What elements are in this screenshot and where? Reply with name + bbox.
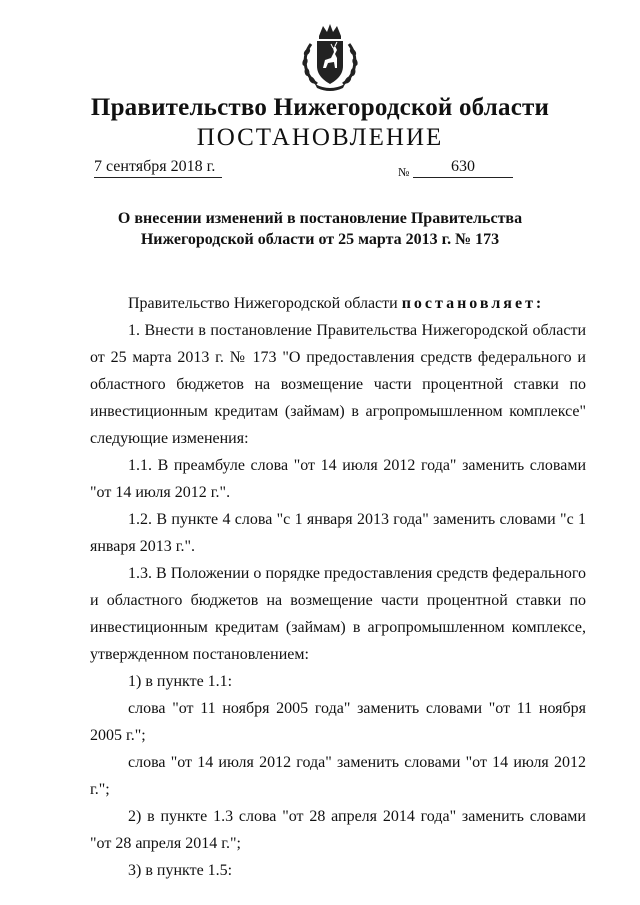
document-subject <box>0 208 640 250</box>
document-number: 630 <box>413 158 513 178</box>
intro-paragraph <box>90 290 586 317</box>
paragraph-1-3: 1.3. В Положении о порядке предоставления средств федерального и областного бюджетов на возмещение части процентной ставки по инвестиционным кредитам (займам) в агропромышленном комплексе, утвержденном постановлением: <box>90 565 586 663</box>
decree-verb: постановляет: <box>401 295 545 312</box>
subitem-1-a: слова "от 11 ноября 2005 года" заменить словами "от 11 ноября 2005 г."; <box>90 700 586 744</box>
subject-line-1: О внесении изменений в постановление Правительства <box>117 210 523 227</box>
coat-of-arms-icon <box>297 22 363 92</box>
intro-text: Правительство Нижегородской области <box>128 295 398 312</box>
subject-line-2: Нижегородской области от 25 марта 2013 г. № 173 <box>140 231 500 248</box>
number-sign: № <box>398 165 410 179</box>
subitem-1-b: слова "от 14 июля 2012 года" заменить словами "от 14 июля 2012 г."; <box>90 754 586 798</box>
document-date: 7 сентября 2018 г. <box>94 158 222 178</box>
subitem-2: 2) в пункте 1.3 слова "от 28 апреля 2014 года" заменить словами "от 28 апреля 2014 г."; <box>90 808 586 852</box>
government-name: Правительство Нижегородской области <box>90 94 550 121</box>
document-body <box>90 290 586 884</box>
paragraph-1-2: 1.2. В пункте 4 слова "с 1 января 2013 года" заменить словами "с 1 января 2013 г.". <box>90 511 586 555</box>
document-type: ПОСТАНОВЛЕНИЕ <box>196 124 444 151</box>
subitem-3: 3) в пункте 1.5: <box>128 862 233 879</box>
subitem-1: 1) в пункте 1.1: <box>128 673 233 690</box>
paragraph-1-1: 1.1. В преамбуле слова "от 14 июля 2012 года" заменить словами "от 14 июля 2012 г.". <box>90 457 586 501</box>
paragraph-1: 1. Внести в постановление Правительства Нижегородской области от 25 марта 2013 г. № 173 "О предоставления средств федерального и областного бюджетов на возмещение части процентной ставки по инвестиционным кредитам (займам) в агропромышленном комплексе" следующие изменения: <box>90 322 586 447</box>
